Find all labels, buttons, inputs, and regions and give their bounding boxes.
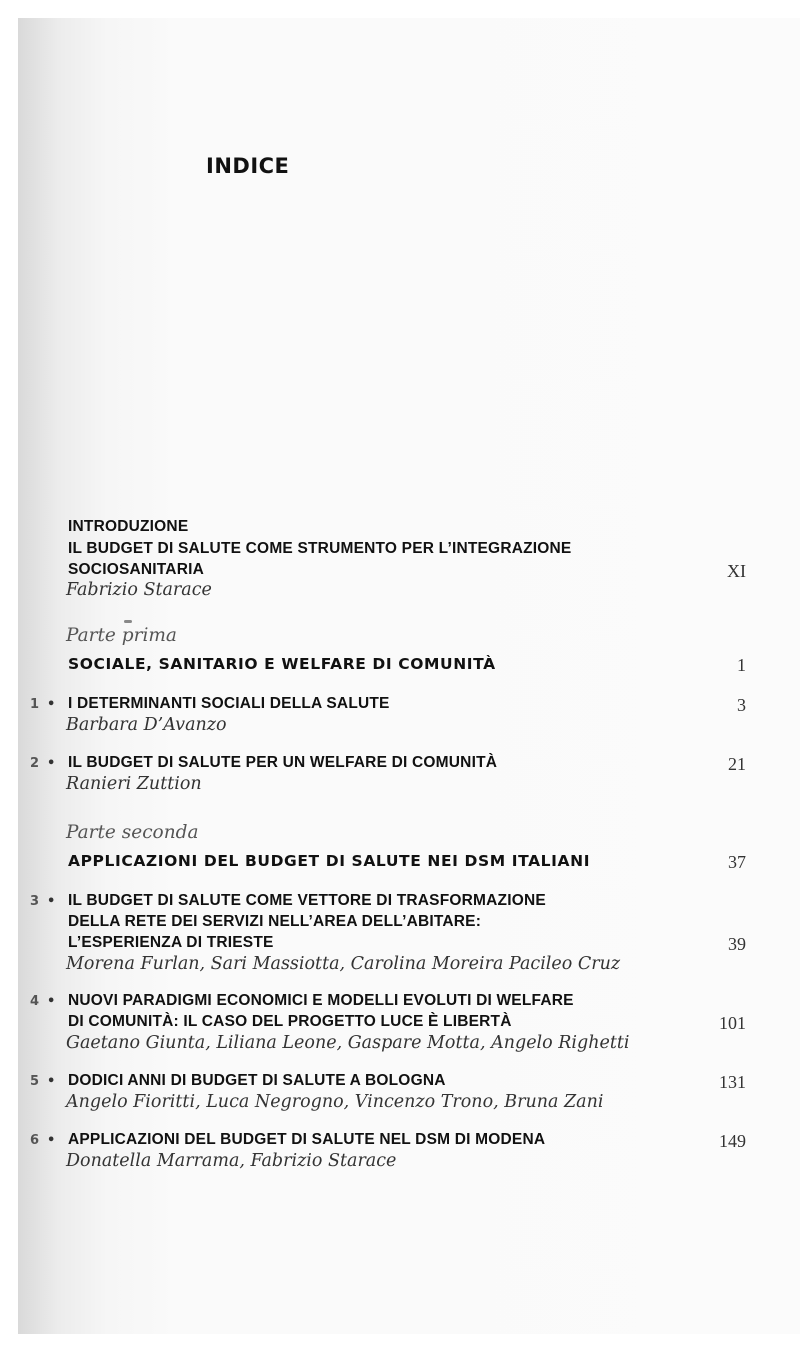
chapter-title-line-1: IL BUDGET DI SALUTE COME VETTORE DI TRASFORMAZIONE — [68, 892, 546, 909]
chapter-number: 4 • — [30, 994, 56, 1009]
chapter-page-number: 131 — [719, 1072, 746, 1092]
chapter-author: Donatella Marrama, Fabrizio Starace — [66, 1151, 397, 1171]
part-one-label: Parte prima — [66, 625, 177, 646]
intro-line-1: INTRODUZIONE — [68, 518, 189, 535]
part-one-title: SOCIALE, SANITARIO E WELFARE DI COMUNITÀ — [68, 655, 496, 673]
chapter-page-number: 21 — [728, 754, 746, 774]
chapter-number: 2 • — [30, 756, 56, 771]
index-heading: INDICE — [206, 154, 290, 178]
chapter-number: 5 • — [30, 1074, 56, 1089]
chapter-page-number: 39 — [728, 934, 746, 954]
chapter-author: Barbara D’Avanzo — [66, 715, 227, 735]
chapter-page-number: 101 — [719, 1013, 746, 1033]
chapter-number: 3 • — [30, 894, 56, 909]
intro-line-3: SOCIOSANITARIA — [68, 561, 204, 578]
chapter-title-line-2: DELLA RETE DEI SERVIZI NELL’AREA DELL’ABITARE: — [68, 913, 482, 930]
chapter-title-line-1: NUOVI PARADIGMI ECONOMICI E MODELLI EVOLUTI DI WELFARE — [68, 992, 574, 1009]
chapter-author: Angelo Fioritti, Luca Negrogno, Vincenzo Trono, Bruna Zani — [66, 1092, 604, 1112]
chapter-page-number: 149 — [719, 1131, 746, 1151]
chapter-number: 6 • — [30, 1133, 56, 1148]
part-one-page-number: 1 — [737, 655, 746, 675]
intro-page-number: XI — [727, 561, 746, 581]
chapter-page-number: 3 — [737, 695, 746, 715]
chapter-author: Morena Furlan, Sari Massiotta, Carolina Moreira Pacileo Cruz — [66, 954, 621, 974]
chapter-title: I DETERMINANTI SOCIALI DELLA SALUTE — [68, 695, 390, 712]
chapter-author: Ranieri Zuttion — [66, 774, 202, 794]
part-two-title: APPLICAZIONI DEL BUDGET DI SALUTE NEI DSM ITALIANI — [68, 852, 591, 870]
intro-line-2: IL BUDGET DI SALUTE COME STRUMENTO PER L’INTEGRAZIONE — [68, 540, 572, 557]
chapter-title: DODICI ANNI DI BUDGET DI SALUTE A BOLOGNA — [68, 1072, 446, 1089]
chapter-title-line-3: L’ESPERIENZA DI TRIESTE — [68, 934, 274, 951]
chapter-title: APPLICAZIONI DEL BUDGET DI SALUTE NEL DSM DI MODENA — [68, 1131, 546, 1148]
chapter-title-line-2: DI COMUNITÀ: IL CASO DEL PROGETTO LUCE È LIBERTÀ — [68, 1013, 512, 1030]
chapter-author: Gaetano Giunta, Liliana Leone, Gaspare Motta, Angelo Righetti — [66, 1033, 630, 1053]
chapter-number: 1 • — [30, 697, 56, 712]
part-two-label: Parte seconda — [66, 822, 199, 843]
intro-author: Fabrizio Starace — [66, 580, 212, 600]
chapter-title: IL BUDGET DI SALUTE PER UN WELFARE DI COMUNITÀ — [68, 754, 498, 771]
part-two-page-number: 37 — [728, 852, 746, 872]
print-speck — [124, 620, 132, 623]
